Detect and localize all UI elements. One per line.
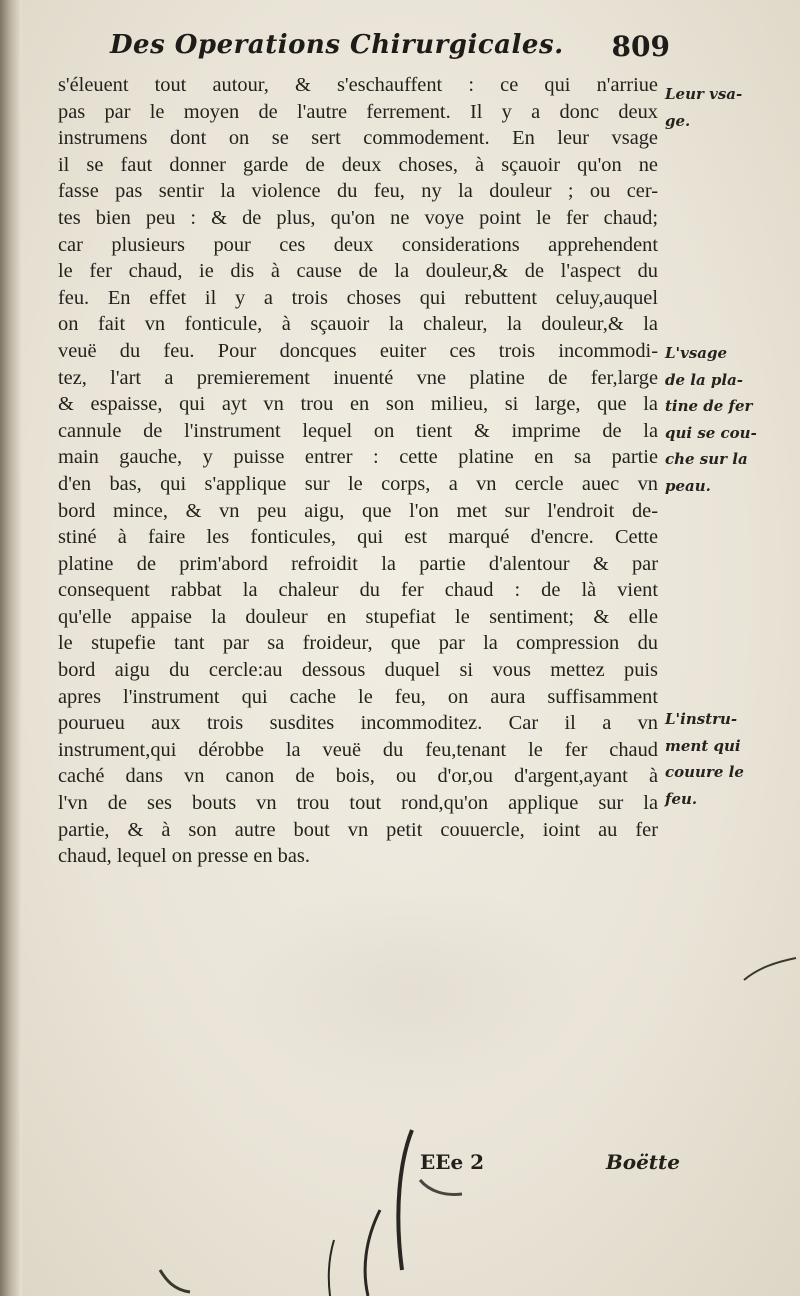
text-line: d'en bas, qui s'applique sur le corps, a vn cercle auec vn bbox=[58, 472, 658, 495]
margin-note-line: de la pla- bbox=[665, 370, 744, 389]
text-line: apres l'instrument qui cache le feu, on aura suffisamment bbox=[58, 685, 658, 708]
text-line: le fer chaud, ie dis à cause de la douleur,& de l'aspect du bbox=[58, 260, 658, 283]
main-text-block bbox=[58, 72, 658, 870]
text-line: s'éleuent tout autour, & s'eschauffent : ce qui n'arriue bbox=[58, 74, 658, 96]
text-line: caché dans vn canon de bois, ou d'or,ou d'argent,ayant à bbox=[58, 765, 658, 788]
text-line: il se faut donner garde de deux choses, à sçauoir qu'on ne bbox=[58, 153, 658, 176]
margin-note-line: L'vsage bbox=[665, 344, 728, 362]
text-line: on fait vn fonticule, à sçauoir la chaleur, la douleur,& la bbox=[58, 313, 658, 336]
text-line: instrumens dont on se sert commodement. En leur vsage bbox=[58, 127, 658, 150]
margin-note-line: Leur vsa- bbox=[665, 85, 743, 103]
text-line: fasse pas sentir la violence du feu, ny la douleur ; ou cer- bbox=[58, 180, 658, 203]
text-line: platine de prim'abord refroidit la partie d'alentour & par bbox=[58, 552, 658, 575]
margin-note-line: che sur la bbox=[665, 450, 748, 469]
text-line: tes bien peu : & de plus, qu'on ne voye point le fer chaud; bbox=[58, 206, 658, 229]
text-line: car plusieurs pour ces deux considerations apprehendent bbox=[58, 233, 658, 256]
text-line: tez, l'art a premierement inuenté vne platine de fer,large bbox=[58, 366, 658, 389]
running-title: Des Operations Chirurgicales. bbox=[110, 30, 564, 60]
catchword: Boëtte bbox=[605, 1150, 680, 1174]
text-line: consequent rabbat la chaleur du fer chaud : de là vient bbox=[58, 579, 658, 602]
margin-note-plate-usage bbox=[665, 340, 785, 500]
margin-note-line: ge. bbox=[665, 111, 691, 130]
signature-mark: EEe 2 bbox=[420, 1150, 485, 1174]
margin-note-line: feu. bbox=[665, 789, 698, 808]
margin-note-line: L'instru- bbox=[665, 710, 738, 728]
margin-note-usage bbox=[665, 81, 785, 134]
ink-bleed-through bbox=[230, 880, 590, 1100]
text-line: & espaisse, qui ayt vn trou en son milieu, si large, que la bbox=[58, 393, 658, 416]
text-line: veuë du feu. Pour doncques euiter ces trois incommodi- bbox=[58, 339, 658, 362]
text-line: l'vn de ses bouts vn trou tout rond,qu'on applique sur la bbox=[58, 792, 658, 815]
text-line: bord aigu du cercle:au dessous duquel si vous mettez puis bbox=[58, 659, 658, 682]
margin-note-line: couure le bbox=[665, 763, 744, 782]
page-number: 809 bbox=[611, 30, 670, 63]
margin-note-line: qui se cou- bbox=[665, 423, 757, 442]
text-line: main gauche, y puisse entrer : cette platine en sa partie bbox=[58, 446, 658, 469]
text-line: pourueu aux trois susdites incommoditez. Car il a vn bbox=[58, 712, 658, 735]
text-line: pas par le moyen de l'autre ferrement. Il y a donc deux bbox=[58, 100, 658, 123]
text-line: chaud, lequel on presse en bas. bbox=[58, 845, 310, 868]
margin-note-line: peau. bbox=[665, 476, 711, 495]
text-line: qu'elle appaise la douleur en stupefiat le sentiment; & elle bbox=[58, 605, 658, 628]
margin-pen-stroke bbox=[740, 950, 800, 990]
text-line: le stupefie tant par sa froideur, que par la compression du bbox=[58, 632, 658, 655]
text-line: partie, & à son autre bout vn petit couuercle, ioint au fer bbox=[58, 818, 658, 841]
text-line: feu. En effet il y a trois choses qui rebuttent celuy,auquel bbox=[58, 286, 658, 309]
margin-note-line: ment qui bbox=[665, 736, 741, 755]
text-line: stiné à faire les fonticules, qui est marqué d'encre. Cette bbox=[58, 526, 658, 549]
margin-note-line: tine de fer bbox=[665, 397, 753, 416]
text-line: bord mince, & vn peu aigu, que l'on met sur l'endroit de- bbox=[58, 499, 658, 522]
pen-stroke-marks bbox=[150, 1120, 570, 1296]
text-line: instrument,qui dérobbe la veuë du feu,tenant le fer chaud bbox=[58, 738, 658, 761]
page-header bbox=[110, 30, 670, 74]
margin-note-fire-instrument bbox=[665, 706, 785, 812]
page-gutter-edge bbox=[0, 0, 22, 1296]
text-line: cannule de l'instrument lequel on tient & imprime de la bbox=[58, 419, 658, 442]
